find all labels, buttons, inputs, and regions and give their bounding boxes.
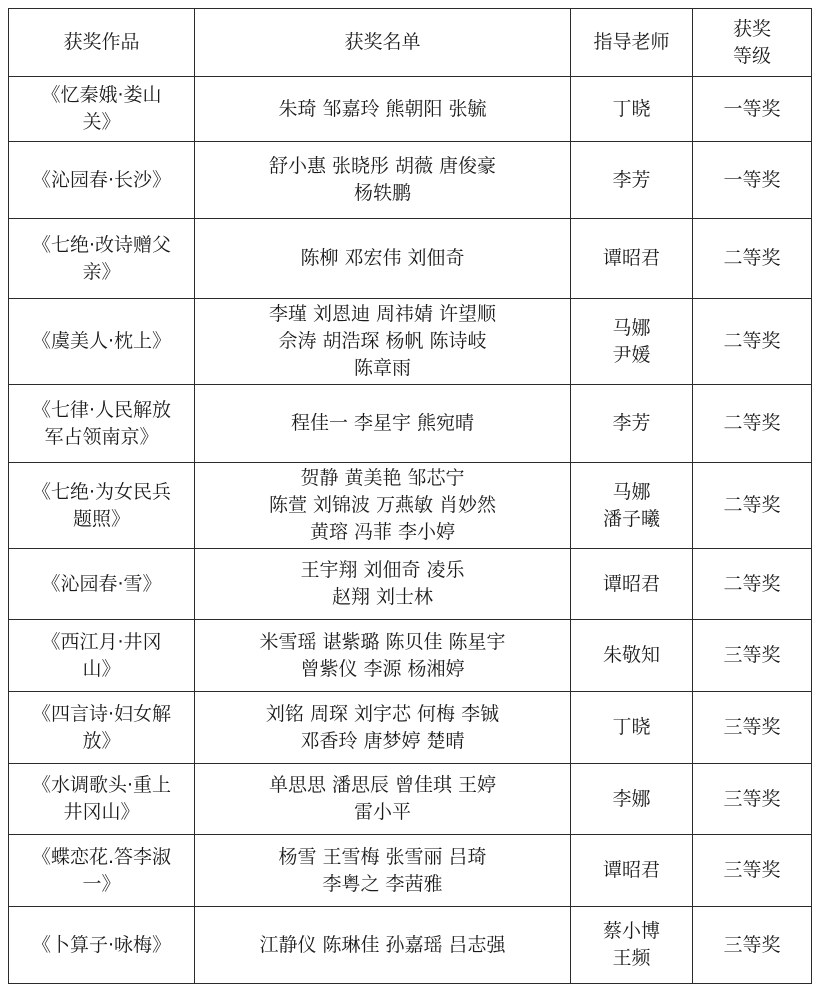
- cell-teacher: 马娜 潘子曦: [571, 463, 693, 549]
- cell-names: 单思思 潘思辰 曾佳琪 王婷 雷小平: [195, 764, 571, 835]
- cell-names: 米雪瑶 谌紫璐 陈贝佳 陈星宇 曾紫仪 李源 杨湘婷: [195, 620, 571, 692]
- cell-level: 二等奖: [693, 463, 812, 549]
- cell-level: 一等奖: [693, 77, 812, 142]
- table-row: [9, 77, 812, 142]
- cell-teacher: 李娜: [571, 764, 693, 835]
- cell-level: 一等奖: [693, 142, 812, 219]
- cell-teacher: 丁晓: [571, 692, 693, 764]
- header-teacher: 指导老师: [571, 9, 693, 77]
- cell-teacher: 蔡小博 王频: [571, 907, 693, 984]
- table-row: [9, 299, 812, 385]
- table-row: [9, 385, 812, 463]
- cell-teacher: 丁晓: [571, 77, 693, 142]
- table-row: [9, 764, 812, 835]
- cell-teacher: 谭昭君: [571, 835, 693, 907]
- cell-names: 王宇翔 刘佃奇 凌乐 赵翔 刘士林: [195, 549, 571, 620]
- cell-level: 三等奖: [693, 620, 812, 692]
- cell-names: 陈柳 邓宏伟 刘佃奇: [195, 219, 571, 299]
- award-table: [8, 8, 812, 984]
- cell-work: 《西江月·井冈 山》: [9, 620, 195, 692]
- cell-teacher: 李芳: [571, 385, 693, 463]
- cell-work: 《忆秦娥·娄山 关》: [9, 77, 195, 142]
- cell-work: 《七绝·改诗赠父 亲》: [9, 219, 195, 299]
- cell-level: 二等奖: [693, 385, 812, 463]
- table-row: [9, 549, 812, 620]
- cell-names: 贺静 黄美艳 邹芯宁 陈萱 刘锦波 万燕敏 肖妙然 黄瑢 冯菲 李小婷: [195, 463, 571, 549]
- cell-level: 三等奖: [693, 835, 812, 907]
- cell-work: 《沁园春·雪》: [9, 549, 195, 620]
- cell-level: 二等奖: [693, 549, 812, 620]
- table-row: [9, 692, 812, 764]
- cell-names: 李瑾 刘恩迪 周祎婧 许望顺 佘涛 胡浩琛 杨帆 陈诗岐 陈章雨: [195, 299, 571, 385]
- cell-names: 朱琦 邹嘉玲 熊朝阳 张毓: [195, 77, 571, 142]
- cell-teacher: 朱敬知: [571, 620, 693, 692]
- cell-level: 三等奖: [693, 692, 812, 764]
- cell-level: 三等奖: [693, 764, 812, 835]
- cell-teacher: 李芳: [571, 142, 693, 219]
- cell-work: 《四言诗·妇女解 放》: [9, 692, 195, 764]
- cell-work: 《沁园春·长沙》: [9, 142, 195, 219]
- table-row: [9, 620, 812, 692]
- cell-names: 程佳一 李星宇 熊宛晴: [195, 385, 571, 463]
- cell-work: 《虞美人·枕上》: [9, 299, 195, 385]
- cell-level: 二等奖: [693, 219, 812, 299]
- table-row: [9, 219, 812, 299]
- cell-names: 舒小惠 张晓彤 胡薇 唐俊豪 杨轶鹏: [195, 142, 571, 219]
- cell-teacher: 谭昭君: [571, 549, 693, 620]
- header-names: 获奖名单: [195, 9, 571, 77]
- cell-names: 杨雪 王雪梅 张雪丽 吕琦 李粤之 李茜雅: [195, 835, 571, 907]
- header-work: 获奖作品: [9, 9, 195, 77]
- cell-teacher: 谭昭君: [571, 219, 693, 299]
- header-level: 获奖 等级: [693, 9, 812, 77]
- cell-work: 《蝶恋花.答李淑 一》: [9, 835, 195, 907]
- cell-level: 二等奖: [693, 299, 812, 385]
- cell-teacher: 马娜 尹媛: [571, 299, 693, 385]
- table-row: [9, 907, 812, 984]
- cell-names: 刘铭 周琛 刘宇芯 何梅 李铖 邓香玲 唐梦婷 楚晴: [195, 692, 571, 764]
- cell-level: 三等奖: [693, 907, 812, 984]
- cell-work: 《水调歌头·重上 井冈山》: [9, 764, 195, 835]
- header-row: [9, 9, 812, 77]
- cell-work: 《七绝·为女民兵 题照》: [9, 463, 195, 549]
- cell-names: 江静仪 陈琳佳 孙嘉瑶 吕志强: [195, 907, 571, 984]
- cell-work: 《七律·人民解放 军占领南京》: [9, 385, 195, 463]
- table-row: [9, 835, 812, 907]
- cell-work: 《卜算子·咏梅》: [9, 907, 195, 984]
- table-row: [9, 142, 812, 219]
- table-row: [9, 463, 812, 549]
